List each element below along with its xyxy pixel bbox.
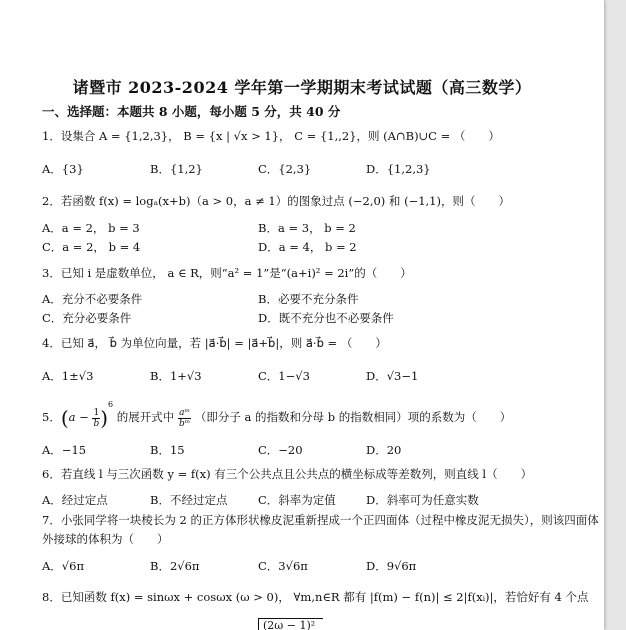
question-5-option-c: C．−20 (258, 443, 303, 457)
question-7-option-d: D．9√6π (366, 559, 417, 573)
question-5-post-text: （即分子 a 的指数和分母 b 的指数相同）项的系数为（ ） (194, 410, 512, 424)
question-7-stem: 7．小张同学将一块棱长为 2 的正方体形状橡皮泥重新捏成一个正四面体（过程中橡皮泥无损失），则该四面体 (42, 513, 599, 527)
question-4-option-b: B．1+√3 (150, 369, 202, 383)
question-1-stem: 1．设集合 A = {1,2,3}， B = {x | √x > 1}， C = {1,,2}，则 (A∩B)∪C = （ ） (42, 129, 500, 143)
question-5-fraction: $\frac{1}{b}$ (93, 407, 100, 429)
question-3-option-c: C．充分必要条件 (42, 311, 132, 325)
question-6-option-b: B．不经过定点 (150, 493, 228, 507)
question-7-option-c: C．3√6π (258, 559, 308, 573)
question-3-option-b: B．必要不充分条件 (258, 292, 359, 306)
left-paren: ( (60, 406, 69, 430)
question-4-option-d: D．√3−1 (366, 369, 419, 383)
question-5-option-b: B．15 (150, 443, 185, 457)
question-5-option-a: A．−15 (42, 443, 87, 457)
question-1-option-b: B．{1,2} (150, 162, 203, 176)
question-1-option-c: C．{2,3} (258, 162, 312, 176)
question-4-option-a: A．1±√3 (42, 369, 94, 383)
question-3-option-d: D．既不充分也不必要条件 (258, 311, 394, 325)
question-5-term-fraction: $\frac{\text{aᵐ}}{\text{bᵐ}}$ (178, 407, 191, 429)
question-6-stem: 6．若直线 l 与三次函数 y = f(x) 有三个公共点且公共点的横坐标成等差数列，则直线 l（ ） (42, 467, 533, 481)
question-5-exponent: 6 (108, 400, 114, 409)
right-paren: ) (100, 406, 109, 430)
question-5-binomial-a: a − (68, 410, 89, 424)
cut-off-formula: (2ω − 1)² (258, 618, 323, 630)
question-2-option-c: C．a = 2， b = 4 (42, 240, 141, 254)
question-2-option-d: D．a = 4， b = 2 (258, 240, 357, 254)
question-1-option-a: A．{3} (42, 162, 84, 176)
question-7-stem-line-2: 外接球的体积为（ ） (42, 532, 169, 546)
exam-title: 诸暨市 2023-2024 学年第一学期期末考试试题（高三数学） (72, 78, 532, 97)
question-1-option-d: D．{1,2,3} (366, 162, 431, 176)
question-5-option-d: D．20 (366, 443, 402, 457)
question-6-option-d: D．斜率可为任意实数 (366, 493, 479, 507)
question-5-number: 5． (42, 410, 61, 424)
question-5-mid-text: 的展开式中 (116, 410, 175, 424)
question-3-stem: 3．已知 i 是虚数单位， a ∈ R，则“a² = 1”是“(a+i)² = 2i”的（ ） (42, 266, 412, 280)
question-6-option-c: C．斜率为定值 (258, 493, 336, 507)
question-2-stem: 2．若函数 f(x) = logₐ(x+b)（a > 0，a ≠ 1）的图象过点 (−2,0) 和 (−1,1)，则（ ） (42, 194, 510, 208)
question-4-stem: 4．已知 a⃗， b⃗ 为单位向量，若 |a⃗·b⃗| = |a⃗+b⃗|，则 a⃗·b⃗ = （ ） (42, 336, 387, 350)
question-2-option-b: B．a = 3， b = 2 (258, 221, 356, 235)
question-7-option-b: B．2√6π (150, 559, 200, 573)
question-2-option-a: A．a = 2， b = 3 (42, 221, 140, 235)
question-7-option-a: A．√6π (42, 559, 85, 573)
question-6-option-a: A．经过定点 (42, 493, 108, 507)
question-4-option-c: C．1−√3 (258, 369, 310, 383)
question-8-stem: 8．已知函数 f(x) = sinωx + cosωx (ω > 0)， ∀m,n∈R 都有 |f(m) − f(n)| ≤ 2|f(xᵢ)|，若恰好有 4 个点 (42, 590, 589, 604)
question-5-stem (42, 400, 511, 430)
question-3-option-a: A．充分不必要条件 (42, 292, 143, 306)
section-heading: 一、选择题：本题共 8 小题，每小题 5 分，共 40 分 (42, 104, 341, 119)
